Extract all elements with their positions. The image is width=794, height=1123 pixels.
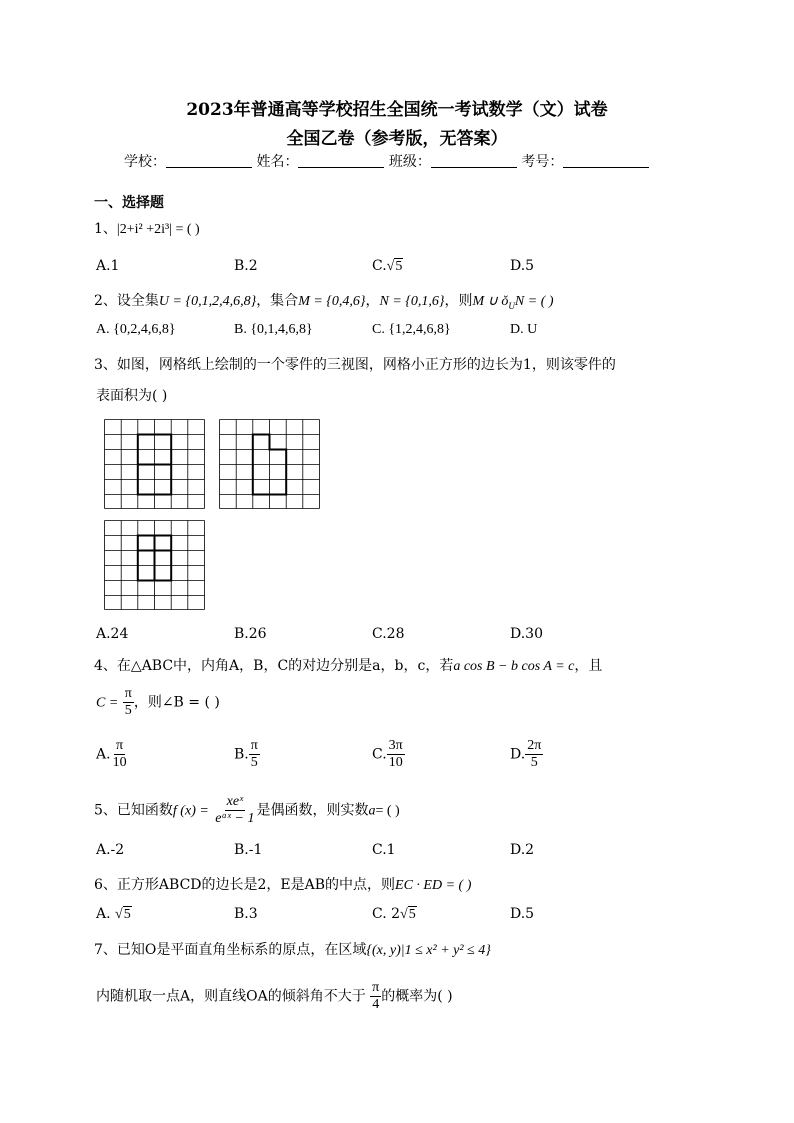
q4-frac-num: π: [124, 686, 132, 701]
q4-option-c-num: 3π: [388, 738, 403, 753]
q5-text1: 已知函数: [116, 802, 173, 819]
q4-option-d-frac: [525, 738, 543, 771]
q2-option-d[interactable]: D. U: [510, 322, 538, 337]
question-5: [94, 794, 400, 827]
q6-option-c[interactable]: [372, 906, 417, 923]
q4-option-b-num: π: [250, 738, 258, 753]
q2-number: 2、: [94, 293, 117, 309]
q1-option-b[interactable]: B.2: [234, 258, 258, 274]
top-view-grid: [104, 520, 206, 610]
q4-frac-den: 5: [124, 703, 132, 718]
q4-fraction: [123, 686, 134, 719]
q4-number: 4、: [94, 658, 117, 674]
side-view-grid: [219, 419, 321, 509]
question-2: [94, 290, 554, 311]
question-3: [94, 354, 616, 374]
q4-option-c-den: 10: [388, 755, 403, 770]
q2-text-a: 设全集: [116, 293, 159, 309]
q6-option-a-rad: 5: [123, 907, 131, 922]
q3-option-c[interactable]: C.28: [372, 626, 405, 642]
q2-set-n: N = {0,1,6}: [379, 294, 445, 309]
q4-text1: 在△ABC中，内角A，B，C的对边分别是a，b，c，若: [116, 658, 454, 674]
q4-option-d-label: D.: [510, 746, 526, 763]
q1-option-d[interactable]: D.5: [510, 258, 535, 274]
school-label: 学校：: [124, 154, 166, 170]
q1-option-c-label: C.: [372, 258, 387, 274]
q3-option-b[interactable]: B.26: [234, 626, 267, 642]
q5-variable: a: [368, 803, 376, 819]
q2-text-c: ，: [365, 293, 380, 309]
q6-expression: EC · ED = ( ): [395, 878, 472, 893]
q5-number: 5、: [94, 802, 117, 819]
q4-line2: [96, 686, 220, 719]
q2-option-b[interactable]: B. {0,1,4,6,8}: [234, 322, 313, 337]
q4-option-c[interactable]: [372, 738, 405, 771]
q4-option-a-num: π: [116, 738, 124, 753]
q4-option-a[interactable]: [96, 738, 129, 771]
q3-line1: 如图，网格纸上绘制的一个零件的三视图，网格小正方形的边长为1，则该零件的: [116, 357, 616, 373]
exam-number-blank[interactable]: [563, 153, 649, 168]
q4-option-c-frac: [387, 738, 405, 771]
name-label: 姓名：: [256, 154, 299, 170]
school-blank[interactable]: [166, 153, 252, 168]
q6-number: 6、: [94, 877, 117, 893]
q2-text-d: ，则: [444, 293, 473, 309]
q2-expression: M ∪ ǒ: [472, 294, 509, 309]
q4-text3: ，则∠B = ( ): [133, 694, 220, 711]
info-fields: [124, 151, 649, 171]
q7-text1: 已知O是平面直角坐标系的原点，在区域: [116, 942, 367, 958]
q6-text1: 正方形ABCD的边长是2，E是AB的中点，则: [116, 877, 396, 893]
question-7: [94, 939, 491, 959]
q5-frac-den: eᵃˣ − 1: [215, 811, 255, 826]
q1-option-c-rad: 5: [395, 259, 403, 274]
q3-option-a[interactable]: A.24: [96, 626, 129, 642]
top-view-shape: [138, 536, 171, 581]
class-blank[interactable]: [431, 153, 517, 168]
q6-option-a[interactable]: [96, 906, 132, 923]
q2-set-m: M = {0,4,6}: [298, 294, 366, 309]
q6-option-c-rad: 5: [408, 907, 416, 922]
q7-fraction: [370, 980, 381, 1013]
q5-option-c[interactable]: C.1: [372, 842, 396, 858]
q6-option-d[interactable]: D.5: [510, 906, 535, 922]
q6-option-a-label: A.: [96, 906, 111, 922]
q4-c-equals: C =: [96, 695, 119, 711]
q5-option-d[interactable]: D.2: [510, 842, 535, 858]
q2-option-a[interactable]: A. {0,2,4,6,8}: [96, 322, 176, 337]
q4-option-a-frac: [111, 738, 129, 771]
q5-option-a[interactable]: A.-2: [96, 842, 125, 858]
q2-subscript: U: [508, 300, 515, 311]
q1-option-c-sqrt: √5: [386, 259, 403, 274]
q2-set-u: U = {0,1,2,4,6,8}: [158, 294, 257, 309]
q5-option-b[interactable]: B.-1: [234, 842, 263, 858]
name-blank[interactable]: [298, 153, 384, 168]
q3-number: 3、: [94, 357, 117, 373]
q6-option-b[interactable]: B.3: [234, 906, 258, 922]
q4-expression: a cos B − b cos A = c: [453, 659, 575, 674]
q7-region: {(x, y)|1 ≤ x² + y² ≤ 4}: [366, 943, 491, 958]
q1-option-a[interactable]: A.1: [96, 258, 120, 274]
q4-option-b-frac: [249, 738, 260, 771]
exam-number-label: 考号：: [521, 154, 564, 170]
q2-expression-tail: N = ( ): [514, 294, 554, 309]
q5-frac-num: xeˣ: [226, 794, 244, 809]
q7-text2: 内随机取一点A，则直线OA的倾斜角不大于: [96, 988, 366, 1005]
q4-option-b[interactable]: [234, 738, 260, 771]
q4-text2: ，且: [574, 658, 603, 674]
q4-option-b-label: B.: [234, 746, 249, 763]
q6-option-c-label: C. 2: [372, 906, 401, 922]
page-title: 2023年普通高等学校招生全国统一考试数学（文）试卷: [186, 100, 608, 120]
section-heading: 一、选择题: [94, 195, 164, 211]
q5-function: f (x) =: [172, 803, 209, 819]
q3-line2: 表面积为( ): [96, 388, 168, 404]
q5-text2: 是偶函数，则实数: [256, 802, 369, 819]
page-subtitle: 全国乙卷（参考版，无答案）: [286, 129, 508, 149]
q5-text3: = ( ): [375, 803, 400, 819]
q2-option-c[interactable]: C. {1,2,4,6,8}: [372, 322, 451, 337]
question-1: [94, 218, 200, 238]
q4-option-b-den: 5: [250, 755, 258, 770]
q1-number: 1、: [94, 221, 117, 237]
q4-option-c-label: C.: [372, 746, 387, 763]
q5-fraction: [213, 794, 256, 827]
question-4: [94, 655, 602, 675]
q1-option-c[interactable]: [372, 258, 403, 275]
q4-option-a-den: 10: [112, 755, 127, 770]
q7-frac-num: π: [372, 980, 380, 995]
q7-text3: 的概率为( ): [381, 988, 453, 1005]
q6-option-a-sqrt: √5: [115, 907, 131, 922]
q2-text-b: ，集合: [256, 293, 299, 309]
q7-frac-den: 4: [372, 997, 380, 1012]
q4-option-d-den: 5: [530, 755, 538, 770]
q7-number: 7、: [94, 942, 117, 958]
q4-option-a-label: A.: [96, 746, 111, 763]
q4-option-d[interactable]: [510, 738, 543, 771]
q3-option-d[interactable]: D.30: [510, 626, 543, 642]
q4-option-d-num: 2π: [527, 738, 542, 753]
front-view-grid: [104, 419, 206, 509]
question-6: [94, 874, 471, 894]
q1-expression: |2+i² +2i³| = ( ): [116, 222, 200, 237]
q7-line2: [96, 980, 453, 1013]
class-label: 班级：: [388, 154, 431, 170]
q6-option-c-sqrt: √5: [400, 907, 416, 922]
